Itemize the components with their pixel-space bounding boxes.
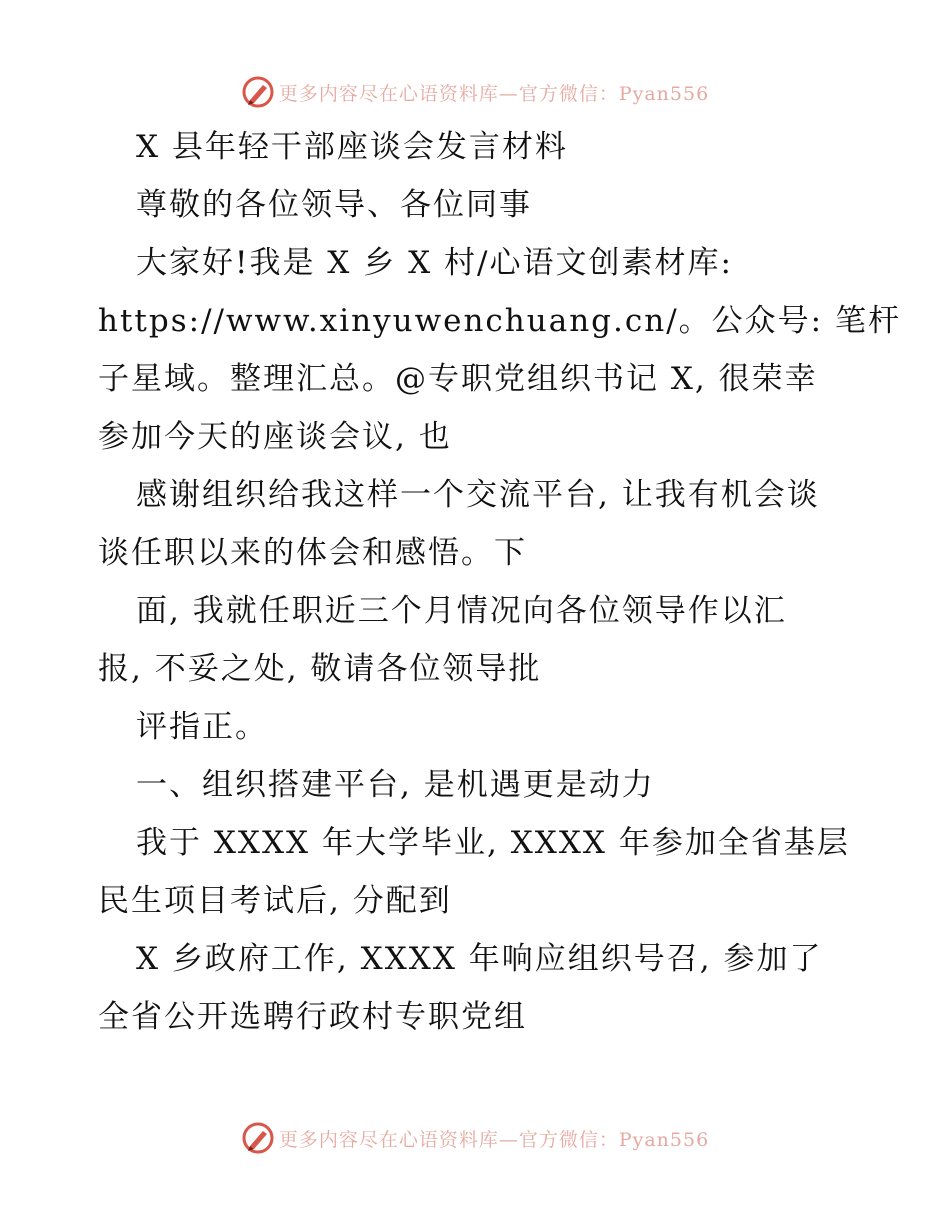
text-line: 全省公开选聘行政村专职党组 (98, 999, 527, 1035)
text-line: https://www.xinyuwenchuang.cn/。公众号: 笔杆 (98, 303, 901, 339)
text-line: 大家好!我是 X 乡 X 村/心语文创素材库: (136, 245, 733, 281)
text-line: 面, 我就任职近三个月情况向各位领导作以汇 (136, 593, 787, 629)
header-watermark-text: 更多内容尽在心语资料库—官方微信：Pyan556 (278, 82, 710, 105)
pen-logo-icon (241, 75, 275, 109)
header-watermark-banner (0, 72, 950, 112)
text-line: 感谢组织给我这样一个交流平台, 让我有机会谈 (136, 477, 820, 513)
document-title: X 县年轻干部座谈会发言材料 (136, 129, 568, 165)
text-line: 评指正。 (136, 709, 268, 745)
text-line: 参加今天的座谈会议, 也 (98, 419, 452, 455)
salutation: 尊敬的各位领导、各位同事 (136, 187, 532, 223)
footer-watermark-text: 更多内容尽在心语资料库—官方微信：Pyan556 (278, 1128, 710, 1151)
text-line: 我于 XXXX 年大学毕业, XXXX 年参加全省基层 (136, 825, 850, 861)
footer-watermark-banner (0, 1118, 950, 1158)
text-line: 子星域。整理汇总。@专职党组织书记 X, 很荣幸 (98, 361, 818, 397)
text-line: X 乡政府工作, XXXX 年响应组织号召, 参加了 (136, 941, 823, 977)
document-body (98, 118, 901, 1046)
section-heading: 一、组织搭建平台, 是机遇更是动力 (136, 767, 655, 803)
text-line: 民生项目考试后, 分配到 (98, 883, 452, 919)
text-line: 谈任职以来的体会和感悟。下 (98, 535, 527, 571)
pen-logo-icon (241, 1121, 275, 1155)
text-line: 报, 不妥之处, 敬请各位领导批 (98, 651, 542, 687)
